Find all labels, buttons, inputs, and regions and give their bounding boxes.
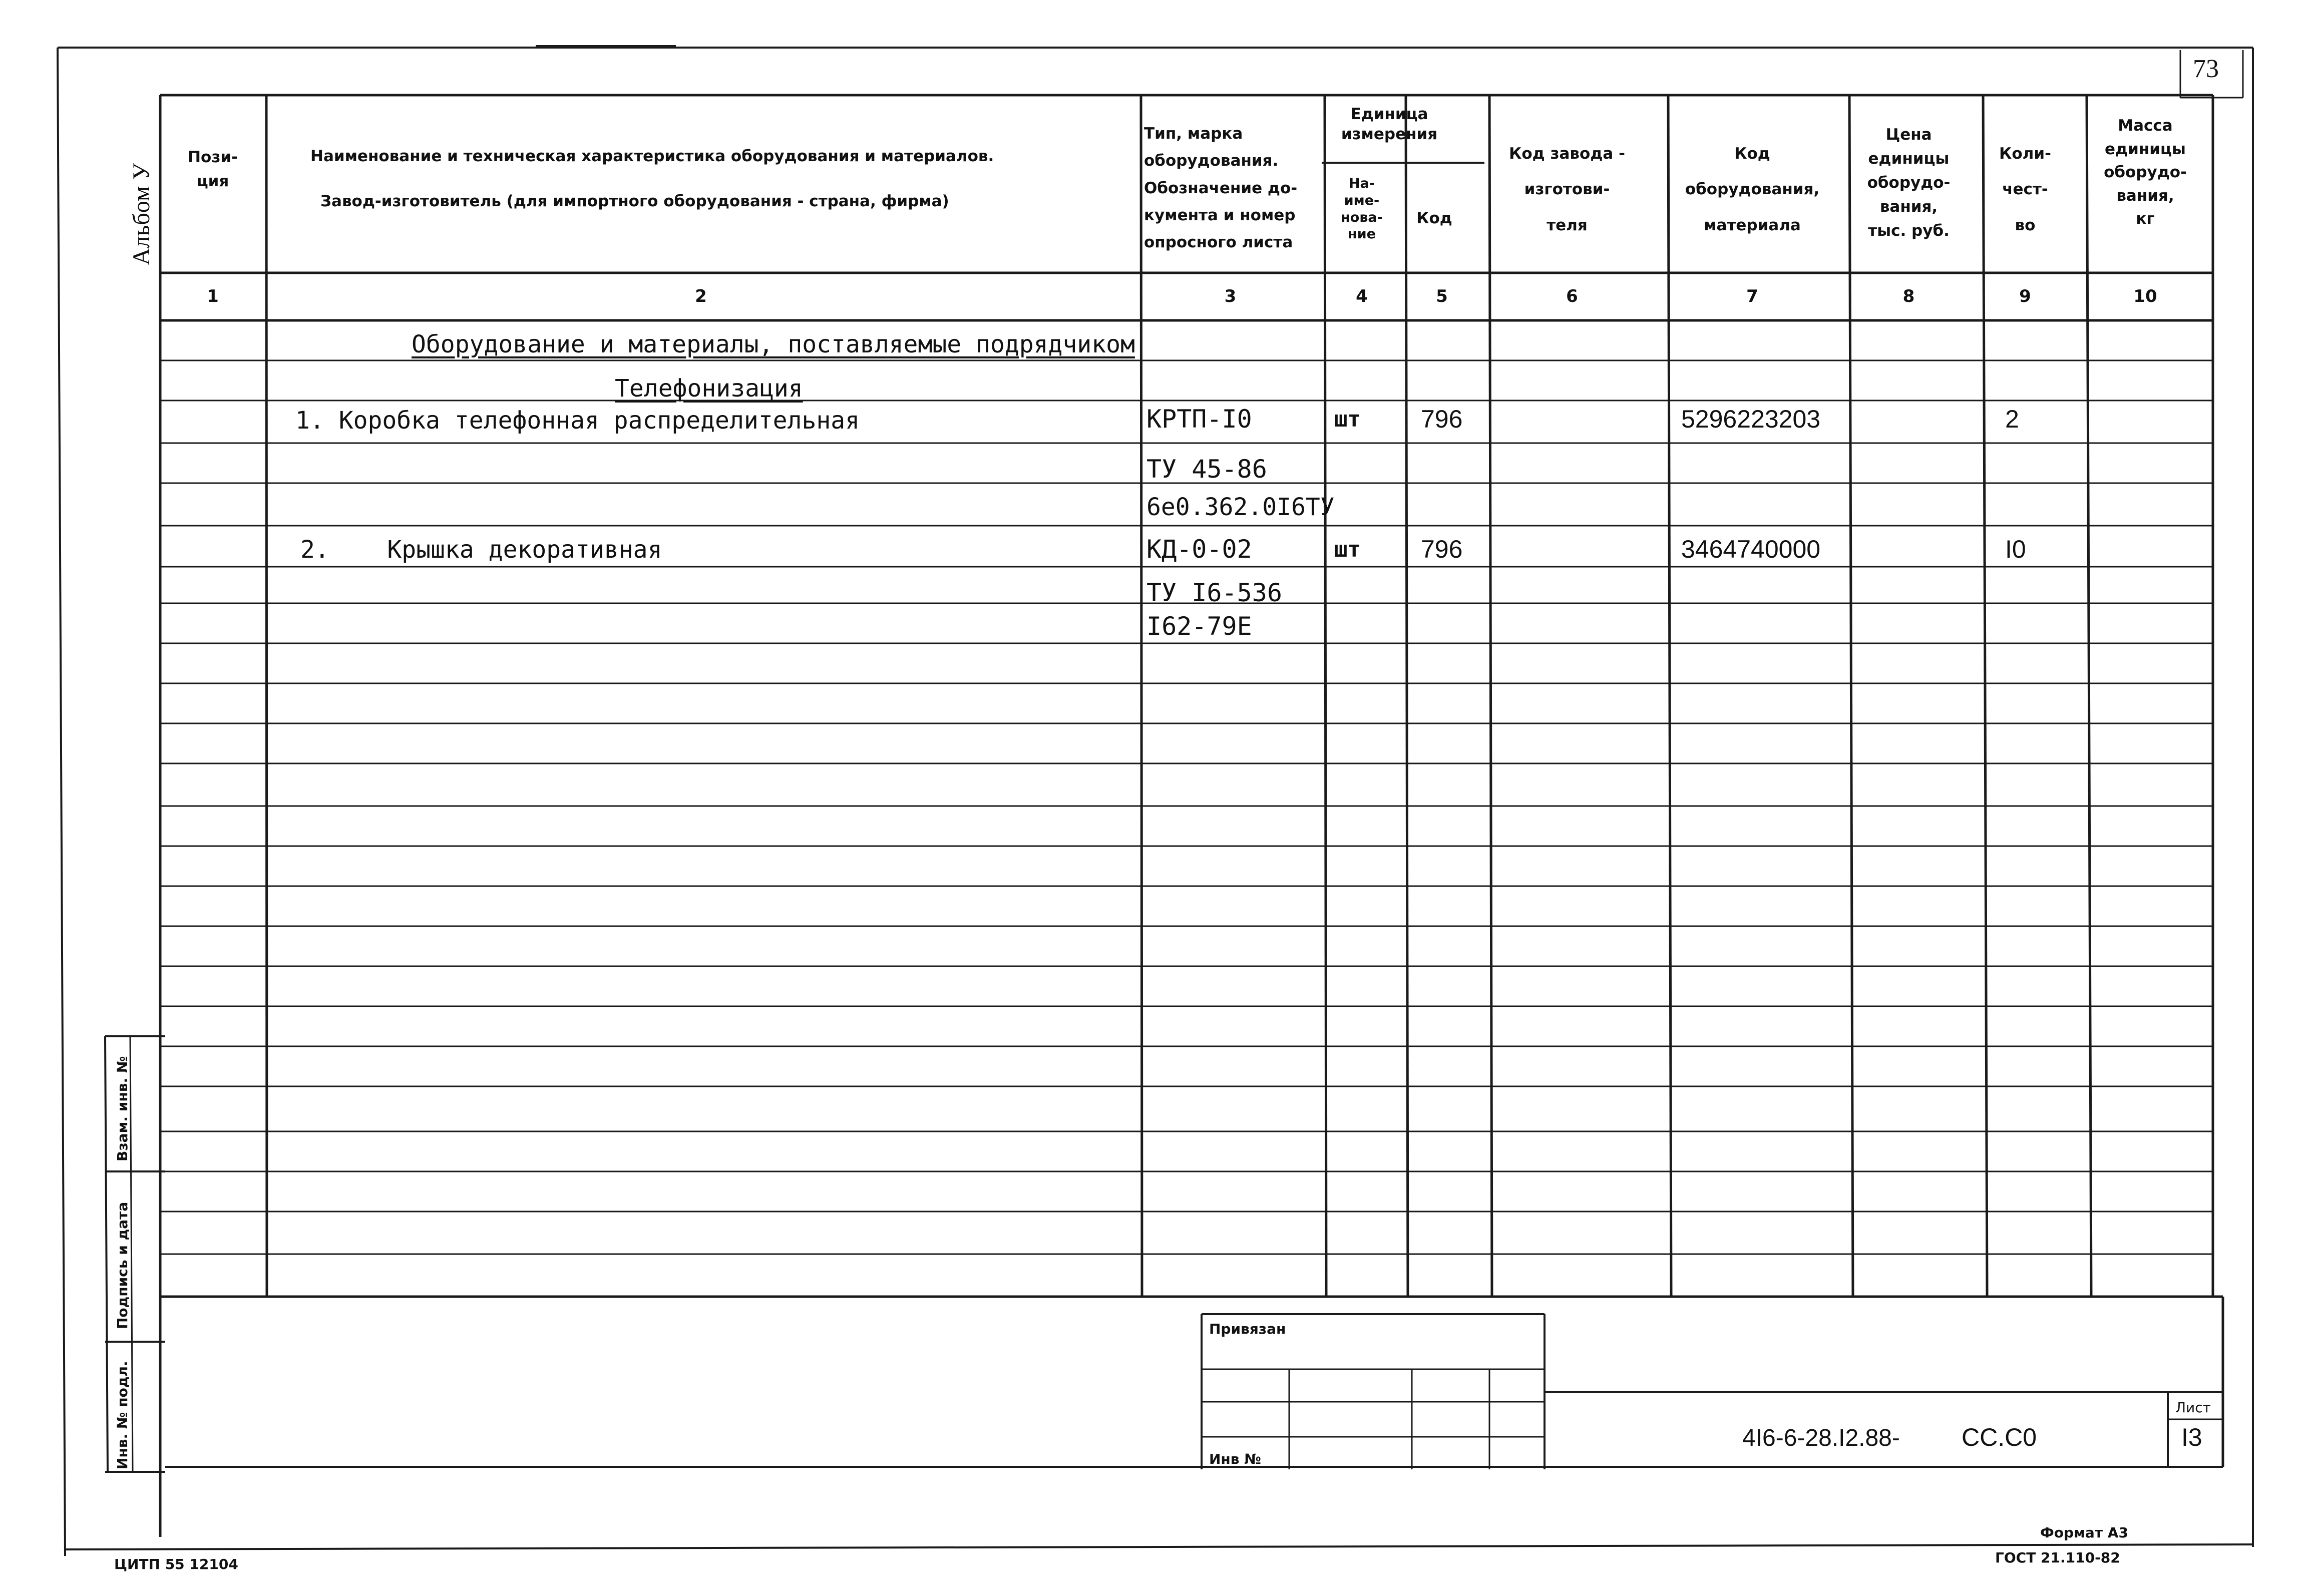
col-num-6: 6 xyxy=(1566,286,1578,306)
stamp-privyazan: Привязан xyxy=(1209,1321,1286,1337)
album-label: Альбом У xyxy=(128,163,155,265)
section-title: Оборудование и материалы, поставляемые подрядчиком xyxy=(412,330,1135,358)
row-3-type: 6е0.362.0I6ТУ xyxy=(1146,493,1335,521)
header-col-5: Код xyxy=(1416,209,1452,227)
side-stamp-left xyxy=(105,1036,108,1472)
header-col-2-line1: Наименование и техническая характеристика оборудования и материалов. xyxy=(310,147,994,165)
page-number: 73 xyxy=(2193,55,2219,83)
frame-left xyxy=(58,48,65,1556)
header-col-9: Коли- чест- во xyxy=(1999,145,2051,234)
col-6-7 xyxy=(1668,95,1671,1297)
row-5-type: ТУ I6-536 xyxy=(1146,578,1282,607)
header-col-8: Цена единицы оборудо- вания, тыс. руб. xyxy=(1867,126,1951,240)
col-num-7: 7 xyxy=(1746,286,1758,306)
subsection-title: Телефонизация xyxy=(615,374,803,403)
col-num-8: 8 xyxy=(1902,286,1915,306)
header-col-6: Код завода - изготови- теля xyxy=(1509,145,1625,234)
col-9-10 xyxy=(2087,95,2091,1297)
side-stamp-vzam-inv: Взам. инв. № xyxy=(114,1056,131,1161)
col-5-6 xyxy=(1489,95,1492,1297)
row-4-type: КД-0-02 xyxy=(1146,535,1252,564)
stamp-doc-suffix: СС.С0 xyxy=(1962,1423,2037,1451)
row-4-qty: I0 xyxy=(2005,535,2026,563)
stamp-sheet-no: I3 xyxy=(2181,1423,2202,1451)
stamp-sheet-label: Лист xyxy=(2175,1399,2211,1416)
row-1-unit-code: 796 xyxy=(1421,405,1463,433)
col-2-3 xyxy=(1141,95,1142,1297)
side-stamp-sign-date: Подпись и дата xyxy=(114,1202,131,1329)
row-6-type: I62-79Е xyxy=(1146,612,1252,641)
col-num-10: 10 xyxy=(2133,286,2157,306)
footer-format: Формат А3 xyxy=(2040,1524,2128,1541)
header-col-4: На- име- нова- ние xyxy=(1341,176,1383,242)
row-1-equip-code: 5296223203 xyxy=(1681,405,1821,433)
col-4-5 xyxy=(1406,95,1408,1297)
row-4-name: 2. Крышка декоративная xyxy=(300,536,662,564)
header-col-10: Масса единицы оборудо- вания, кг xyxy=(2104,117,2187,228)
stamp-inv-no: Инв № xyxy=(1209,1451,1261,1467)
col-num-9: 9 xyxy=(2019,286,2031,306)
col-num-2: 2 xyxy=(695,286,707,306)
row-4-unit: шт xyxy=(1334,537,1361,562)
side-stamp-inv-no: Инв. № подл. xyxy=(114,1361,131,1469)
header-col-1: Пози- ция xyxy=(188,148,238,191)
header-col-7: Код оборудования, материала xyxy=(1685,145,1820,234)
row-1-name: 1. Коробка телефонная распределительная xyxy=(295,407,860,435)
col-num-3: 3 xyxy=(1224,286,1237,306)
col-8-9 xyxy=(1983,95,1987,1297)
row-4-equip-code: 3464740000 xyxy=(1681,535,1821,563)
col-num-5: 5 xyxy=(1436,286,1448,306)
frame-bottom xyxy=(65,1544,2253,1549)
header-col-3: Тип, марка оборудования. Обозначение до- кумента и номер опросного листа xyxy=(1144,125,1298,251)
footer-gost: ГОСТ 21.110-82 xyxy=(1995,1549,2120,1566)
row-1-type: КРТП-I0 xyxy=(1146,405,1252,434)
row-1-qty: 2 xyxy=(2005,405,2019,433)
row-2-type: ТУ 45-86 xyxy=(1146,455,1267,484)
stamp-doc-code: 4I6-6-28.I2.88- xyxy=(1742,1425,1900,1451)
col-7-8 xyxy=(1849,95,1853,1297)
col-num-4: 4 xyxy=(1356,286,1368,306)
col-3-4 xyxy=(1325,95,1326,1297)
header-col-2-line2: Завод-изготовитель (для импортного оборудования - страна, фирма) xyxy=(320,192,949,210)
row-4-unit-code: 796 xyxy=(1421,535,1463,563)
footer-left: ЦИТП 55 12104 xyxy=(114,1556,238,1572)
col-1-2 xyxy=(266,95,267,1297)
header-unit-group: Единица измерения xyxy=(1341,105,1438,144)
col-num-1: 1 xyxy=(207,286,219,306)
row-1-unit: шт xyxy=(1334,407,1361,432)
